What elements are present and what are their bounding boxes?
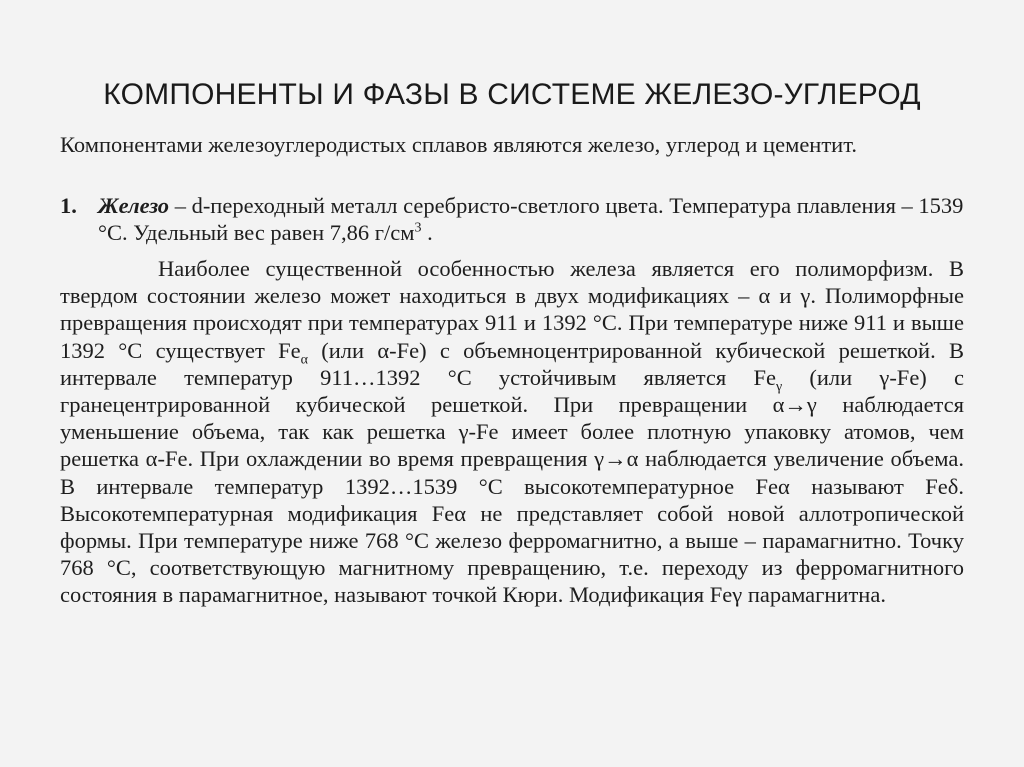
definition-end: . <box>421 220 433 246</box>
intro-text: Компонентами железоуглеродистых сплавов являются железо, углерод и цементит. <box>60 132 857 157</box>
list-item-content <box>98 192 964 246</box>
unit-superscript: 3 <box>414 220 422 236</box>
subscript-gamma: γ <box>775 379 783 395</box>
term-iron: Железо <box>98 193 170 218</box>
list-item-number: 1. <box>60 193 77 218</box>
paragraph-part-2: (или α-Fe) с объемноцентрированной кубической решеткой. В интервале температур 911…1392 °С устойчивым является Fe <box>60 337 964 390</box>
iron-definition: – d-переходный металл серебристо-светлого цвета. Температура плавления – 1539 °С. Удельный вес равен 7,86 г/см <box>98 193 964 246</box>
slide-title: КОМПОНЕНТЫ И ФАЗЫ В СИСТЕМЕ ЖЕЛЕЗО-УГЛЕРОД <box>103 78 921 111</box>
list-item-iron <box>60 192 964 246</box>
subscript-alpha: α <box>300 352 308 368</box>
paragraph-part-3: (или γ-Fe) с гранецентрированной кубической решеткой. При превращении α→γ наблюдается уменьшение объема, так как решетка γ-Fe имеет более плотную упаковку атомов, чем решетка α-Fe. При охлаждении во время превращения γ→α наблюдается увеличение объема. В интервале температур 1392…1539 °С высокотемпературное Feα называют Feδ. Высокотемпературная модификация Feα не представляет собой новой аллотропической формы. При температуре ниже 768 °С железо ферромагнитно, а выше – парамагнитно. Точку 768 °С, соответствующую магнитному превращению, т.е. переходу из ферромагнитного состояния в парамагнитное, называют точкой Кюри. Модификация Feγ парамагнитна. <box>60 364 965 608</box>
polymorphism-paragraph <box>60 255 964 609</box>
paragraph-part-1: Наиболее существенной особенностью железа является его полиморфизм. В твердом состоянии железо может находиться в двух модификациях – α и γ. Полиморфные превращения происходят при температурах 911 и 1392 °С. При температуре ниже 911 и выше 1392 °С существует Fe <box>60 256 964 363</box>
